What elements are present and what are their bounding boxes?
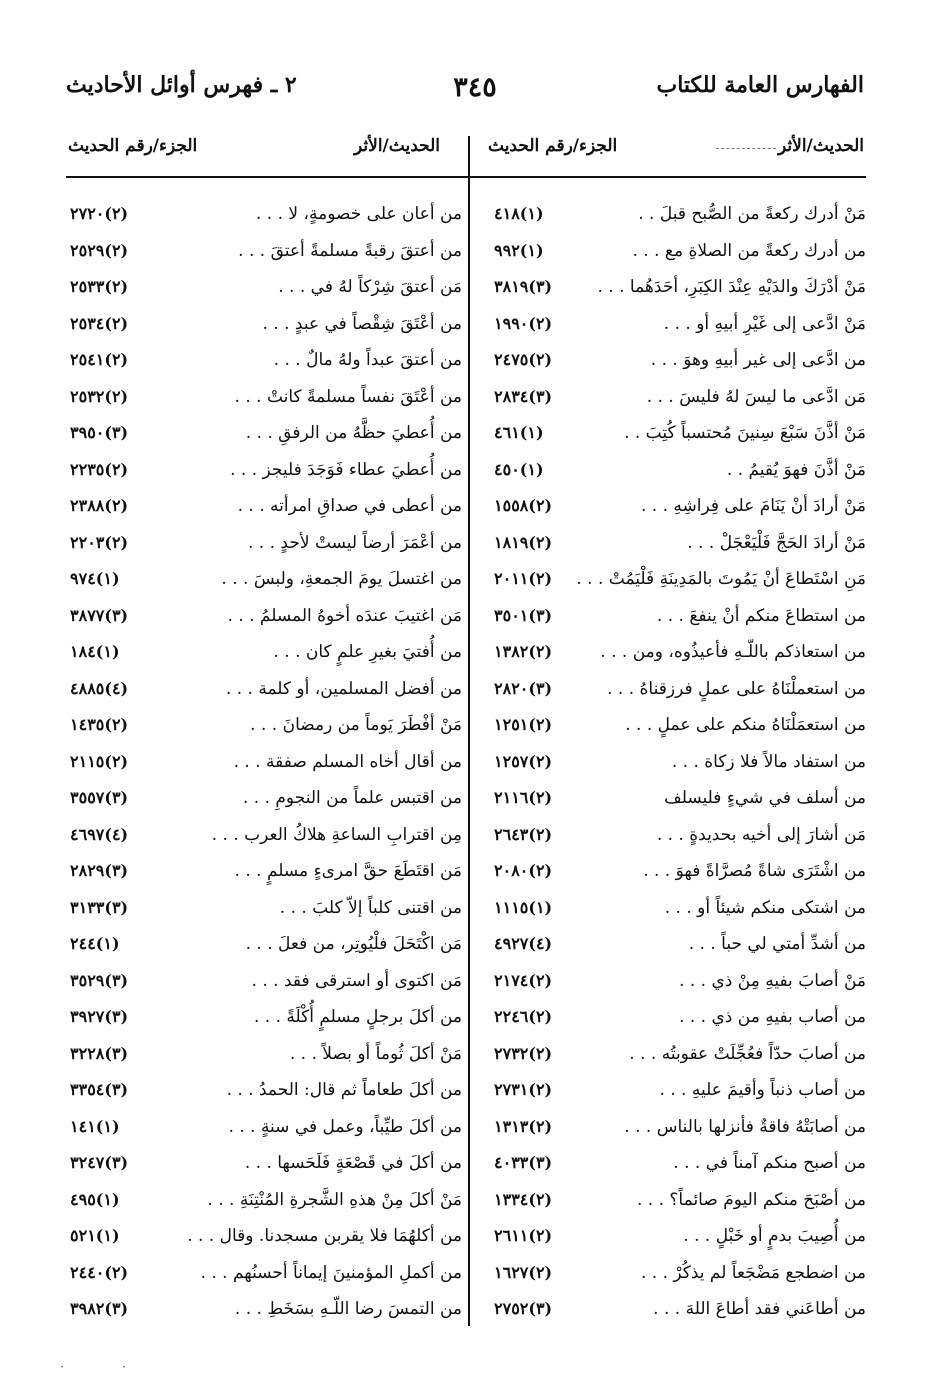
hadith-opening: من أُعطيَ حظَّهُ من الرفقِ . . .	[245, 423, 462, 443]
hadith-opening: مَنْ أفْطَرَ يَوماً من رمضانَ . . .	[250, 715, 462, 735]
hadith-opening: من أصابَ حدّاً فعُجِّلَتْ عقوبتُه . . .	[629, 1043, 866, 1064]
volume-hadith-number: (٢)١٣٨٢	[494, 642, 553, 661]
index-entry	[66, 1293, 462, 1330]
hadith-opening: من اشْتَرَى شاةً مُصرَّاةً فهوَ . . .	[643, 861, 866, 881]
index-entry	[476, 819, 866, 856]
index-entry	[66, 892, 462, 929]
hadith-opening: من أُصِيبَ بدمٍ أو خَبْلٍ . . .	[683, 1226, 866, 1246]
hadith-opening: من اقتنى كلباً إلاّ كلبَ . . .	[279, 897, 462, 918]
volume-hadith-number: (٢)٢٢٣٥	[70, 459, 129, 479]
index-entry	[66, 965, 462, 1002]
right-hadith-header: الحديث/الأثر	[778, 136, 864, 156]
volume-hadith-number: (٣)٢٨٢٠	[494, 678, 553, 698]
volume-hadith-number: (٤)٤٩٢٧	[494, 934, 553, 953]
hadith-opening: من أعْتَقَ نفساً مسلمةً كانتْ . . .	[234, 386, 462, 407]
hadith-opening: من أكلَ في قَصْعَةٍ فَلَحَسها . . .	[244, 1153, 462, 1173]
hadith-opening: مَنْ أذَّنَ فهوَ يُقيمُ . .	[726, 459, 866, 480]
hadith-opening: من أكلَ برجلٍ مسلمٍ أُكْلَةً . . .	[253, 1007, 462, 1027]
volume-hadith-number: (٢)١٨١٩	[494, 532, 553, 552]
hadith-opening: مَن اغتيبَ عندَه أخوهُ المسلمُ . . .	[227, 605, 462, 626]
index-entry	[66, 527, 462, 564]
index-entry	[66, 1111, 462, 1148]
index-entry	[476, 271, 866, 308]
index-entry	[66, 1184, 462, 1221]
hadith-opening: من أكلهُمَا فلا يقربن مسجدنا. وقال . . .	[187, 1226, 462, 1246]
index-entry	[476, 855, 866, 892]
hadith-opening: من اقتبس علماً من النجومِ . . .	[242, 788, 462, 808]
volume-hadith-number: (٢)١٢٥١	[494, 715, 553, 734]
index-entry	[66, 855, 462, 892]
index-entry	[66, 417, 462, 454]
hadith-opening: من أُعطيَ عطاء فَوَجَدَ فليجز . . .	[230, 459, 462, 480]
hadith-opening: من أصبح منكم آمناً في . . .	[673, 1153, 866, 1173]
volume-hadith-number: (٢)٢٥٣٢	[70, 386, 129, 406]
hadith-opening: من استفاد مالاً فلا زكاة . . .	[671, 751, 866, 772]
column-divider	[468, 136, 470, 1326]
index-entry	[66, 381, 462, 418]
volume-hadith-number: (٢)٢٧٣١	[494, 1080, 553, 1099]
index-entry	[66, 746, 462, 783]
right-ref-header: الجزء/رقم الحديث	[488, 136, 618, 156]
index-entry	[66, 709, 462, 746]
volume-hadith-number: (٢)١٣٣٤	[494, 1189, 553, 1209]
volume-hadith-number: (١)٤١٨	[494, 204, 544, 223]
index-entry	[476, 636, 866, 673]
index-entry	[66, 454, 462, 491]
index-entry	[66, 1038, 462, 1075]
volume-hadith-number: (٣)٣٣٥٤	[70, 1080, 129, 1099]
hadith-opening: من أطاعَني فقد أطاعَ اللهَ . . .	[653, 1299, 866, 1319]
index-entry	[476, 892, 866, 929]
volume-hadith-number: (٣)٣٩٢٧	[70, 1007, 129, 1026]
index-entry	[66, 1257, 462, 1294]
index-entry	[66, 928, 462, 965]
section-title: ٢ ـ فهرس أوائل الأحاديث	[66, 72, 297, 98]
volume-hadith-number: (٢)٢٤٤٠	[70, 1262, 129, 1282]
hadith-opening: من أكلَ طيِّباً، وعمل في سنةٍ . . .	[228, 1116, 462, 1137]
hadith-opening: مَنِ اسْتَطاعَ أنْ يَمُوتَ بالمَدِينَةِ فَلْيَمُتْ . . .	[576, 569, 866, 589]
volume-hadith-number: (٣)٣٩٥٠	[70, 423, 129, 442]
index-entry	[476, 1293, 866, 1330]
index-entry	[476, 490, 866, 527]
volume-hadith-number: (٢)٢٧٢٠	[70, 204, 129, 223]
index-entry	[476, 381, 866, 418]
hadith-opening: من أعتقَ عبداً ولهُ مالٌ . . .	[273, 350, 462, 370]
hadith-opening: من استعمَلْنَاهُ منكم على عملٍ . . .	[625, 715, 866, 735]
index-entry	[476, 1111, 866, 1148]
index-entry	[66, 198, 462, 235]
volume-hadith-number: (٢)١٣١٣	[494, 1116, 553, 1136]
volume-hadith-number: (٢)١٦٢٧	[494, 1262, 553, 1282]
volume-hadith-number: (٢)٢٣٨٨	[70, 496, 129, 515]
hadith-opening: من استطاعَ منكم أنْ ينفعَ . . .	[656, 605, 866, 626]
hadith-opening: من أقال أخاه المسلم صفقة . . .	[233, 751, 462, 772]
index-entry	[476, 1220, 866, 1257]
volume-hadith-number: (٣)٣٥٠١	[494, 605, 553, 625]
hadith-opening: من اضطجع مَضْجَعاً لم يذكُرْ . . .	[640, 1262, 866, 1283]
volume-hadith-number: (١)٤٦١	[494, 423, 544, 442]
volume-hadith-number: (٢)٢٢٤٦	[494, 1007, 553, 1026]
hadith-opening: مَن أشارَ إلى أخيه بحديدةٍ . . .	[656, 824, 866, 845]
hadith-opening: من أسلف في شيءٍ فليسلف	[664, 788, 866, 808]
volume-hadith-number: (٤)٤٦٩٧	[70, 824, 129, 844]
volume-hadith-number: (٢)٢٤٧٥	[494, 350, 553, 369]
volume-hadith-number: (٢)١٥٥٨	[494, 496, 553, 515]
hadith-opening: مَنْ أكلَ ثُوماً أو بصلاً . . .	[289, 1043, 462, 1064]
hadith-opening: من أكلَ طعاماً ثم قال: الحمدُ . . .	[226, 1080, 462, 1100]
hadith-opening: مَن اقتَطَعَ حقَّ امرىءٍ مسلمٍ . . .	[234, 861, 462, 881]
index-entry	[476, 527, 866, 564]
index-entry	[66, 1220, 462, 1257]
index-entry	[66, 600, 462, 637]
hadith-opening: مَن اكتوى أو استرقى فقد . . .	[251, 970, 462, 991]
index-entry	[66, 673, 462, 710]
header-rule	[66, 176, 866, 178]
volume-hadith-number: (١)٩٩٢	[494, 240, 544, 260]
volume-hadith-number: (٣)٣١٣٣	[70, 897, 129, 917]
index-entry	[66, 271, 462, 308]
volume-hadith-number: (٢)٢٦٤٣	[494, 824, 553, 844]
hadith-opening: مِن اقترابِ الساعةِ هلاكُ العرب . . .	[211, 824, 462, 845]
index-entry	[66, 782, 462, 819]
hadith-opening: مَنْ ادَّعى إلى غَيْرِ أبيهِ أو . . .	[663, 313, 866, 334]
volume-hadith-number: (٢)٢١٧٤	[494, 970, 553, 990]
left-hadith-header: الحديث/الأثر	[354, 136, 440, 156]
index-entry	[476, 673, 866, 710]
volume-hadith-number: (١)٩٧٤	[70, 569, 120, 588]
left-ref-header: الجزء/رقم الحديث	[68, 136, 198, 156]
hadith-opening: من اغتسلَ يومَ الجمعةِ، ولبسَ . . .	[221, 569, 462, 589]
volume-hadith-number: (٢)٢٥٣٤	[70, 313, 129, 333]
volume-hadith-number: (٢)٢١١٦	[494, 788, 553, 807]
hadith-opening: من أفضل المسلمين، أو كلمة . . .	[225, 678, 462, 699]
volume-hadith-number: (٣)٣٨١٩	[494, 277, 553, 296]
header-dash	[716, 148, 776, 149]
index-entry	[66, 636, 462, 673]
margin-speck: ·	[122, 1360, 126, 1374]
volume-hadith-number: (٢)٢٠٨٠	[494, 861, 553, 880]
volume-hadith-number: (٢)٢٧٣٢	[494, 1043, 553, 1063]
volume-hadith-number: (٣)٢٨٢٩	[70, 861, 129, 880]
hadith-opening: من أعتقَ رقبةً مسلمةً أعتقَ . . .	[238, 240, 462, 261]
hadith-opening: من ادَّعى إلى غير أبيهِ وهوَ . . .	[650, 350, 866, 370]
volume-hadith-number: (٢)١٢٥٧	[494, 751, 553, 771]
index-entry	[66, 1147, 462, 1184]
volume-hadith-number: (٣)٢٧٥٢	[494, 1299, 553, 1318]
volume-hadith-number: (٢)١٤٣٥	[70, 715, 129, 734]
hadith-opening: من أدرك ركعةً من الصلاةِ مع . . .	[632, 240, 866, 261]
hadith-opening: من أكملِ المؤمنينَ إيماناً أحسنُهم . . .	[200, 1262, 462, 1283]
index-entry	[476, 965, 866, 1002]
hadith-opening: مَنْ أدرك ركعةً من الصُّبح قبلَ . .	[638, 204, 866, 224]
index-entry	[476, 782, 866, 819]
volume-hadith-number: (٣)٣٩٨٢	[70, 1299, 129, 1318]
hadith-opening: من أصابَتْهُ فاقةٌ فأنزلها بالناس . . .	[624, 1116, 866, 1137]
volume-hadith-number: (١)٤٥٠	[494, 459, 544, 479]
index-entry	[476, 1147, 866, 1184]
hadith-opening: مَن ادَّعى ما ليسَ لهُ فليسَ . . .	[646, 386, 866, 407]
volume-hadith-number: (٤)٤٨٨٥	[70, 678, 129, 698]
hadith-opening: مَنْ أكلَ مِنْ هذهِ الشَّجرةِ المُنْتِنَةِ . . .	[207, 1189, 462, 1210]
index-entry	[66, 344, 462, 381]
index-entry	[476, 709, 866, 746]
index-entry	[66, 308, 462, 345]
index-entry	[476, 928, 866, 965]
hadith-opening: مَنْ أرادَ الحَجَّ فَلْيَعْجَلْ . . .	[687, 532, 866, 553]
hadith-opening: من أعْتَقَ شِقْصاً في عبدٍ . . .	[262, 313, 462, 334]
hadith-opening: مَن أعتقَ شِرْكاً لهُ في . . .	[278, 277, 462, 297]
hadith-opening: من أشدِّ أمتي لي حباً . . .	[688, 934, 866, 954]
index-entry	[476, 235, 866, 272]
index-entry	[476, 1001, 866, 1038]
hadith-opening: من استعاذكم باللّـهِ فأعيذُوه، ومن . . .	[600, 642, 866, 662]
volume-hadith-number: (٣)٣٥٢٩	[70, 970, 129, 990]
margin-speck: ·	[60, 1360, 64, 1374]
volume-hadith-number: (١)١٤١	[70, 1116, 120, 1136]
running-title: الفهارس العامة للكتاب	[656, 72, 864, 98]
left-column	[66, 198, 462, 1330]
volume-hadith-number: (٢)٢٢٠٣	[70, 532, 129, 552]
page-number: ٣٤٥	[453, 72, 497, 103]
hadith-opening: مَنْ أذَّنَ سَبْعَ سِنينَ مُحتسباً كُتِبَ . .	[624, 423, 866, 443]
volume-hadith-number: (٢)١٩٩٠	[494, 313, 553, 333]
volume-hadith-number: (٢)٢٥٢٩	[70, 240, 129, 260]
index-entry	[66, 563, 462, 600]
hadith-opening: مَن اكْتَحَلَ فلْيُوتِر، من فعلَ . . .	[245, 934, 462, 954]
volume-hadith-number: (١)١٨٤	[70, 642, 120, 661]
index-entry	[476, 746, 866, 783]
hadith-opening: من أصاب ذنباً وأقيمَ عليهِ . . .	[659, 1080, 866, 1100]
hadith-opening: من أصاب بفيهِ من ذي . . .	[679, 1007, 866, 1027]
hadith-opening: من أصْبَحَ منكم اليومَ صائماً؟ . . .	[636, 1189, 866, 1210]
index-entry	[66, 235, 462, 272]
hadith-opening: من أعطى في صداقِ امرأته . . .	[237, 496, 462, 516]
hadith-opening: من أعان على خصومةٍ، لا . . .	[256, 204, 462, 224]
index-entry	[476, 1184, 866, 1221]
volume-hadith-number: (١)٤٩٥	[70, 1189, 120, 1209]
volume-hadith-number: (٣)٣٨٧٧	[70, 605, 129, 625]
hadith-opening: من استعملْنَاهُ على عملٍ فرزقناهُ . . .	[607, 678, 866, 699]
volume-hadith-number: (٣)٤٠٣٣	[494, 1153, 553, 1172]
hadith-opening: مَنْ أدْرَكَ والدَيْهِ عِنْدَ الكِبَرِ، أحَدَهُما . . .	[597, 277, 866, 297]
index-entry	[66, 819, 462, 856]
volume-hadith-number: (٢)٢١١٥	[70, 751, 129, 771]
volume-hadith-number: (٢)٢٠١١	[494, 569, 553, 588]
index-entry	[476, 344, 866, 381]
index-entry	[476, 417, 866, 454]
index-entry	[476, 454, 866, 491]
volume-hadith-number: (٢)٢٥٣٣	[70, 277, 129, 296]
index-entry	[66, 490, 462, 527]
index-entry	[476, 308, 866, 345]
volume-hadith-number: (٣)٣٢٤٧	[70, 1153, 129, 1172]
volume-hadith-number: (١)٥٢١	[70, 1226, 120, 1245]
index-entry	[476, 1038, 866, 1075]
hadith-opening: من أُفتيَ بغيرِ علمٍ كان . . .	[273, 642, 462, 662]
volume-hadith-number: (١)١١١٥	[494, 897, 553, 917]
hadith-opening: من أعْمَرَ أرضاً ليستْ لأحدٍ . . .	[247, 532, 462, 553]
volume-hadith-number: (١)٢٤٤	[70, 934, 120, 953]
index-entry	[476, 563, 866, 600]
volume-hadith-number: (٣)٣٢٢٨	[70, 1043, 129, 1063]
index-entry	[476, 198, 866, 235]
right-column	[476, 198, 866, 1330]
hadith-opening: مَنْ أصابَ بفيهِ مِنْ ذي . . .	[679, 970, 866, 991]
hadith-opening: من التمسَ رضا اللّـهِ بسَخَطِ . . .	[234, 1299, 462, 1319]
index-entry	[476, 1257, 866, 1294]
index-entry	[476, 600, 866, 637]
hadith-opening: مَنْ أرادَ أنْ يَنَامَ على فِراشِهِ . . .	[640, 496, 866, 516]
volume-hadith-number: (٢)٢٦١١	[494, 1226, 553, 1245]
index-entry	[476, 1074, 866, 1111]
volume-hadith-number: (٢)٢٥٤١	[70, 350, 129, 369]
hadith-opening: من اشتكى منكم شيئاً أو . . .	[664, 897, 866, 918]
index-entry	[66, 1001, 462, 1038]
volume-hadith-number: (٣)٢٨٣٤	[494, 386, 553, 406]
index-entry	[66, 1074, 462, 1111]
volume-hadith-number: (٣)٣٥٥٧	[70, 788, 129, 807]
